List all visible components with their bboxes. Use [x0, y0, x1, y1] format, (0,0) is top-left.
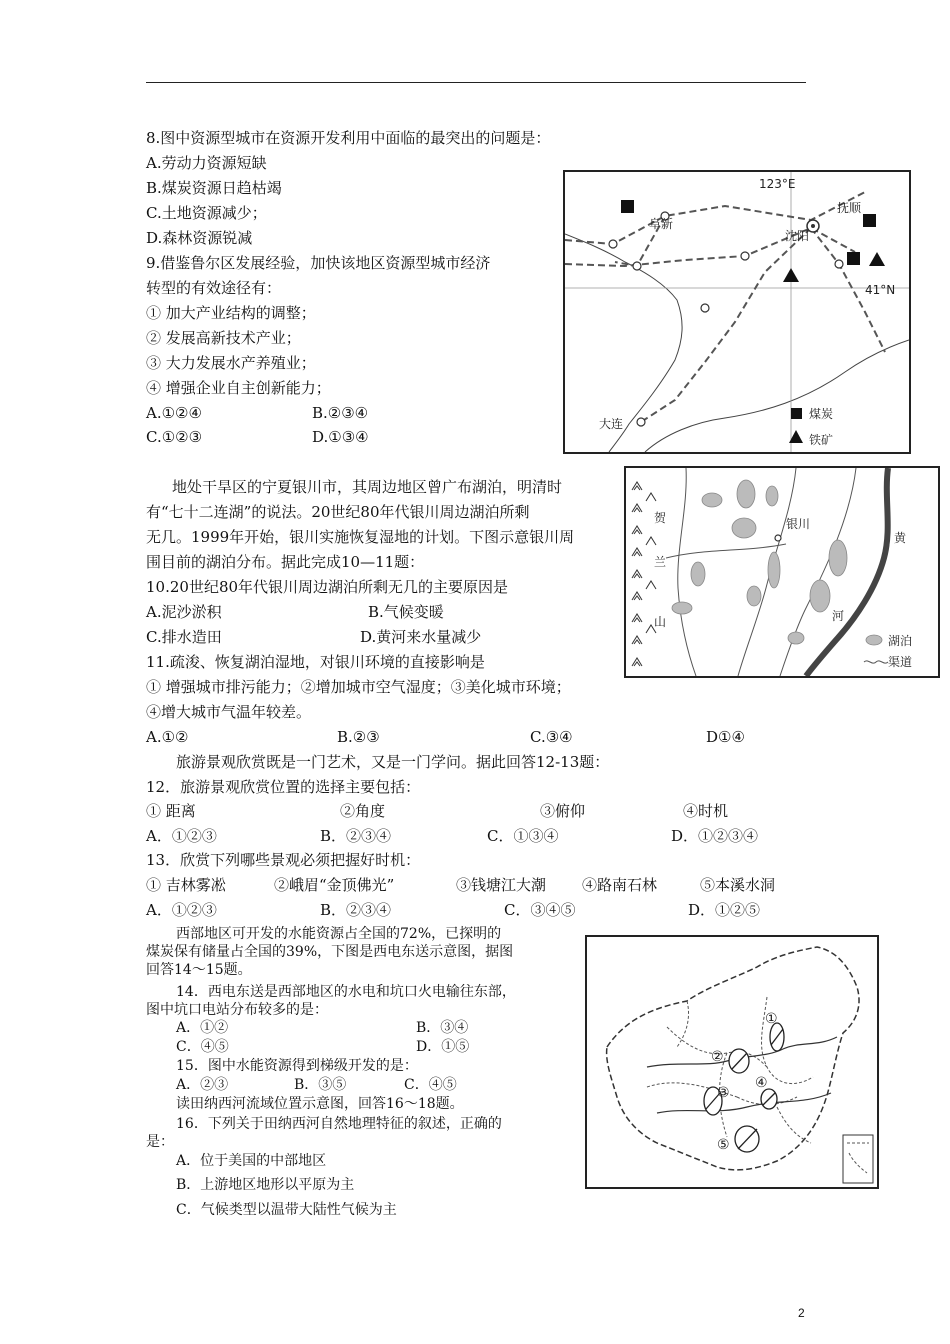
q15-stem: 15．图中水能资源得到梯级开发的是：: [176, 1058, 418, 1074]
q10-option-c: C.排水造田: [146, 628, 222, 646]
city-fushun: 抚顺: [837, 201, 862, 215]
river-char-2: 河: [832, 609, 845, 623]
legend-coal: 煤炭: [809, 407, 834, 421]
q8-option-c: C.土地资源减少；: [146, 204, 267, 222]
q13-option-c: C．③④⑤: [504, 901, 576, 919]
q12-item-4: ④时机: [683, 802, 729, 820]
q16-option-c: C．气候类型以温带大陆性气候为主: [176, 1202, 397, 1218]
mountain-char-1: 贺: [654, 511, 667, 525]
west-east-power-map: [585, 935, 879, 1189]
intro10-line3: 无几。1999年开始，银川实施恢复湿地的计划。下图示意银川周: [146, 528, 575, 546]
header-rule: [146, 82, 806, 83]
intro14-line2: 煤炭保有储量占全国的39%，下图是西电东送示意图，据图: [146, 944, 514, 960]
marker-5: ⑤: [717, 1137, 730, 1153]
q13-stem: 13．欣赏下列哪些景观必须把握好时机：: [146, 851, 421, 869]
city-shenyang: 沈阳: [785, 229, 810, 243]
city-yinchuan: 银川: [786, 517, 811, 531]
q12-option-c: C．①③④: [487, 827, 559, 845]
mountain-char-3: 山: [654, 615, 667, 629]
q14-option-a: A．①②: [176, 1020, 229, 1036]
q11-option-c: C.③④: [530, 728, 573, 746]
q14-stem-line2: 图中坑口电站分布较多的是：: [146, 1002, 328, 1018]
intro10-line1: 地处干旱区的宁夏银川市，其周边地区曾广布湖泊，明清时: [172, 478, 563, 496]
intro14-line3: 回答14～15题。: [146, 962, 252, 978]
q9-option-a: A.①②④: [146, 404, 202, 422]
intro12: 旅游景观欣赏既是一门艺术，又是一门学问。据此回答12-13题：: [176, 753, 610, 771]
q9-option-c: C.①②③: [146, 428, 203, 446]
q10-option-d: D.黄河来水量减少: [360, 628, 482, 646]
q13-item-5: ⑤本溪水洞: [700, 876, 776, 894]
marker-3: ③: [717, 1085, 730, 1101]
q13-option-b: B．②③④: [320, 901, 392, 919]
q11-option-b: B.②③: [337, 728, 380, 746]
legend-iron: 铁矿: [809, 433, 834, 447]
q13-item-3: ③钱塘江大潮: [456, 876, 547, 894]
q11-stem: 11.疏浚、恢复湖泊湿地，对银川环境的直接影响是: [146, 653, 485, 671]
q11-option-d: D①④: [706, 728, 745, 746]
q10-option-a: A.泥沙淤积: [146, 603, 222, 621]
liaoning-resource-map: [563, 170, 911, 454]
q10-stem: 10.20世纪80年代银川周边湖泊所剩无几的主要原因是: [146, 578, 509, 596]
q9-stem-line2: 转型的有效途径有：: [146, 279, 282, 297]
q8-option-a: A.劳动力资源短缺: [146, 154, 267, 172]
legend-canal: 渠道: [888, 655, 913, 669]
q12-option-a: A．①②③: [146, 827, 217, 845]
q12-item-1: ① 距离: [146, 802, 196, 820]
q11-items-line2: ④增大城市气温年较差。: [146, 703, 312, 721]
q13-item-4: ④路南石林: [582, 876, 658, 894]
q14-option-d: D．①⑤: [416, 1039, 470, 1055]
q14-option-c: C．④⑤: [176, 1039, 229, 1055]
intro16: 读田纳西河流域位置示意图，回答16～18题。: [176, 1096, 464, 1112]
coal-legend-icon: [791, 408, 802, 419]
canal-legend-icon: [864, 661, 888, 663]
q12-item-2: ②角度: [340, 802, 386, 820]
q9-item-3: ③ 大力发展水产养殖业；: [146, 354, 316, 372]
marker-2: ②: [711, 1049, 724, 1065]
legend-lake: 湖泊: [888, 634, 913, 648]
mountain-char-2: 兰: [654, 555, 667, 569]
marker-4: ④: [755, 1075, 768, 1091]
intro10-line4: 围目前的湖泊分布。据此完成10—11题：: [146, 553, 425, 571]
q14-stem-line1: 14．西电东送是西部地区的水电和坑口火电输往东部，: [176, 984, 516, 1000]
intro10-line2: 有“七十二连湖”的说法。20世纪80年代银川周边湖泊所剩: [146, 503, 530, 521]
q11-option-a: A.①②: [146, 728, 189, 746]
q9-item-2: ② 发展高新技术产业；: [146, 329, 301, 347]
inset-box: [843, 1135, 873, 1183]
q13-item-2: ②峨眉“金顶佛光”: [274, 876, 395, 894]
q12-option-d: D．①②③④: [671, 827, 759, 845]
q15-option-a: A．②③: [176, 1077, 229, 1093]
page-number: 2: [798, 1306, 805, 1320]
q15-option-c: C．④⑤: [404, 1077, 457, 1093]
q16-option-b: B．上游地区地形以平原为主: [176, 1177, 355, 1193]
q9-item-4: ④ 增强企业自主创新能力；: [146, 379, 331, 397]
q11-items-line1: ① 增强城市排污能力；②增加城市空气湿度；③美化城市环境；: [146, 678, 571, 696]
river-char-1: 黄: [894, 531, 907, 545]
q12-item-3: ③俯仰: [540, 802, 586, 820]
q9-option-d: D.①③④: [312, 428, 369, 446]
latitude-label: 41°N: [865, 283, 896, 297]
city-dalian: 大连: [599, 417, 624, 431]
q10-option-b: B.气候变暖: [368, 603, 444, 621]
q9-option-b: B.②③④: [312, 404, 369, 422]
q13-item-1: ① 吉林雾凇: [146, 876, 226, 894]
intro14-line1: 西部地区可开发的水能资源占全国的72%，已探明的: [176, 926, 502, 942]
q9-stem-line1: 9.借鉴鲁尔区发展经验，加快该地区资源型城市经济: [146, 254, 491, 272]
q16-stem-line1: 16．下列关于田纳西河自然地理特征的叙述，正确的: [176, 1116, 502, 1132]
q16-stem-line2: 是：: [146, 1134, 174, 1150]
q8-option-b: B.煤炭资源日趋枯竭: [146, 179, 282, 197]
yinchuan-lake-map: [624, 466, 940, 678]
q14-option-b: B．③④: [416, 1020, 469, 1036]
q13-option-d: D．①②⑤: [688, 901, 761, 919]
q8-option-d: D.森林资源锐减: [146, 229, 253, 247]
q13-option-a: A．①②③: [146, 901, 217, 919]
marker-1: ①: [765, 1011, 778, 1027]
q16-option-a: A．位于美国的中部地区: [176, 1153, 327, 1169]
q12-option-b: B．②③④: [320, 827, 392, 845]
q12-stem: 12．旅游景观欣赏位置的选择主要包括：: [146, 778, 421, 796]
longitude-label: 123°E: [759, 177, 796, 191]
lake-legend-icon: [866, 635, 882, 645]
q9-item-1: ① 加大产业结构的调整；: [146, 304, 316, 322]
q8-stem: 8.图中资源型城市在资源开发利用中面临的最突出的问题是：: [146, 129, 551, 147]
city-fuxin: 阜新: [649, 217, 674, 231]
q15-option-b: B．③⑤: [294, 1077, 347, 1093]
